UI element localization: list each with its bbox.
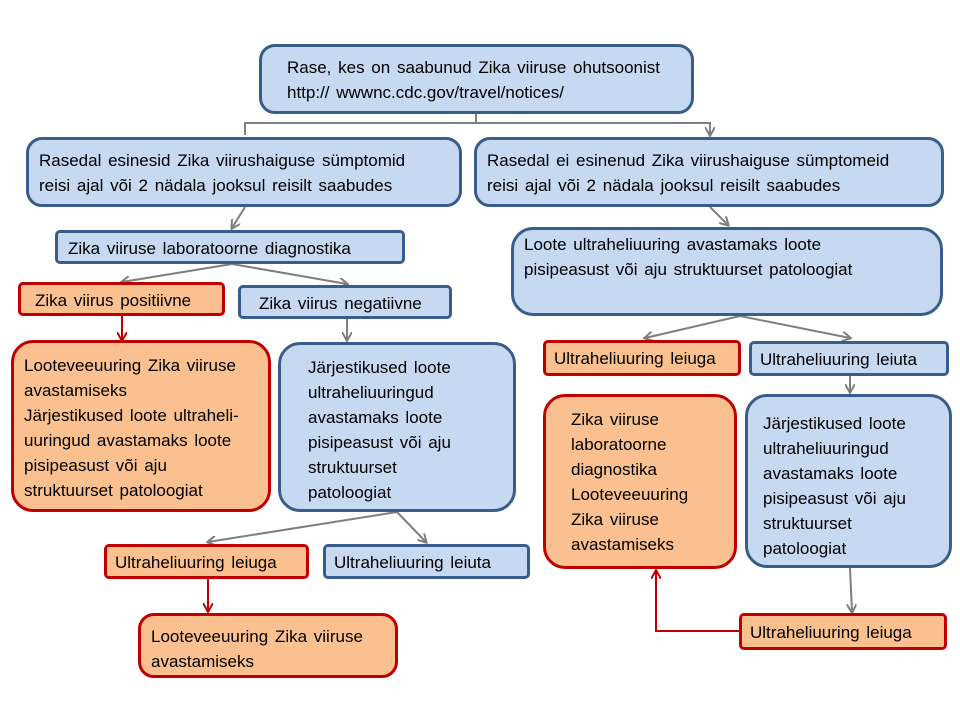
right-serial-us-node: Järjestikused loote ultraheliuuringud avastamaks loote pisipeasust või aju struktuurset patoloogiat — [745, 394, 952, 568]
negative-node: Zika viirus negatiivne — [238, 285, 452, 319]
connector-start-branch — [245, 123, 710, 135]
fetal-us-node: Loote ultraheliuuring avastamaks loote pisipeasust või aju struktuurset patoloogiat — [511, 227, 943, 316]
connector-fetalus-finding — [645, 316, 740, 338]
right-us-no-finding-node: Ultraheliuuring leiuta — [749, 341, 949, 376]
connector-negative-us-finding — [208, 512, 397, 542]
connector-serial-bottom — [850, 568, 852, 612]
lab-diagnostics-node: Zika viiruse laboratoorne diagnostika — [55, 230, 405, 264]
connector-bottom-finding-loop — [656, 571, 740, 631]
symptoms-no-node: Rasedal ei esinenud Zika viirushaiguse sümptomeid reisi ajal või 2 nädala jooksul reisilt saabudes — [474, 137, 944, 207]
connector-lab-positive — [122, 264, 232, 282]
left-us-finding-node: Ultraheliuuring leiuga — [104, 544, 309, 579]
left-amnio-node: Looteveeuuring Zika viiruse avastamiseks — [138, 613, 398, 678]
start-node: Rase, kes on saabunud Zika viiruse ohutsoonist http:// wwwnc.cdc.gov/travel/notices/ — [259, 44, 694, 114]
connector-fetalus-no-finding — [740, 316, 850, 338]
negative-followup-node: Järjestikused loote ultraheliuuringud avastamaks loote pisipeasust või aju struktuurset patoloogiat — [278, 342, 516, 512]
left-us-no-finding-node: Ultraheliuuring leiuta — [323, 544, 530, 579]
right-finding-followup-node: Zika viiruse laboratoorne diagnostika Looteveeuuring Zika viiruse avastamiseks — [543, 394, 737, 569]
connector-negative-us-no-finding — [397, 512, 426, 542]
bottom-us-finding-node: Ultraheliuuring leiuga — [739, 613, 947, 650]
positive-followup-node: Looteveeuuring Zika viiruse avastamiseks Järjestikused loote ultraheli- uuringud avastamaks loote pisipeasust või aju struktuurset patoloogiat — [11, 340, 271, 512]
connector-lab-negative — [232, 264, 347, 284]
symptoms-yes-node: Rasedal esinesid Zika viirushaiguse sümptomid reisi ajal või 2 nädala jooksul reisilt saabudes — [26, 137, 462, 207]
connector-nosymptoms-fetalus — [710, 207, 728, 225]
right-us-finding-node: Ultraheliuuring leiuga — [543, 340, 741, 376]
connector-symptoms-lab — [232, 207, 245, 228]
positive-node: Zika viirus positiivne — [18, 282, 225, 316]
